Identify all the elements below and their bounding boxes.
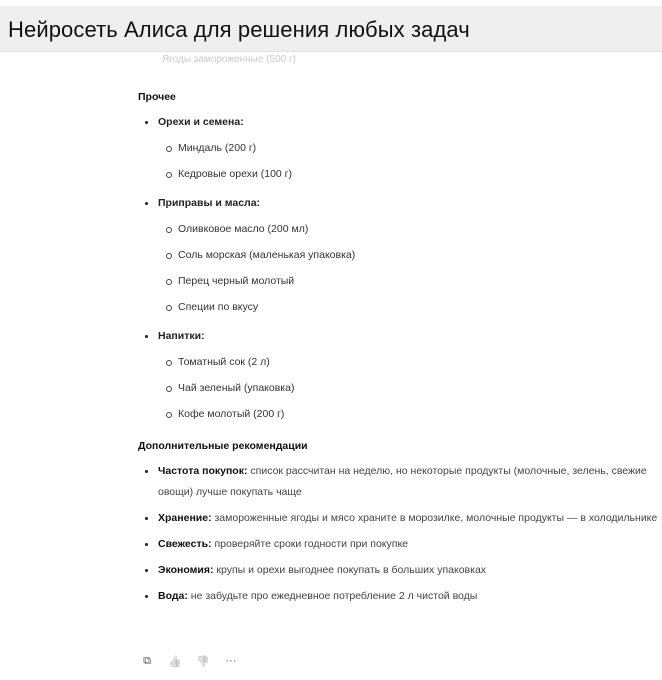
recommendation-label: Хранение: xyxy=(158,512,212,524)
category-group xyxy=(138,324,658,427)
message-content xyxy=(138,90,658,612)
recommendation-label: Экономия: xyxy=(158,564,214,576)
list-item: Оливковое масло (200 мл) xyxy=(158,216,658,242)
category-label: Напитки: xyxy=(158,330,205,342)
recommendation-text: проверяйте сроки годности при покупке xyxy=(211,538,409,550)
category-group xyxy=(138,110,658,187)
recommendation-label: Вода: xyxy=(158,590,188,602)
category-group xyxy=(138,191,658,320)
category-label: Приправы и масла: xyxy=(158,197,261,209)
page-title: Нейросеть Алиса для решения любых задач xyxy=(8,17,470,42)
list-item: Кофе молотый (200 г) xyxy=(158,401,658,427)
faded-list-item: Ягоды замороженные (500 г) xyxy=(162,54,296,65)
recommendation-item xyxy=(138,586,658,607)
list-item: Соль морская (маленькая упаковка) xyxy=(158,242,658,268)
recommendation-text: замороженные ягоды и мясо храните в морозилке, молочные продукты — в холодильнике xyxy=(211,512,658,524)
item-list xyxy=(158,216,658,320)
recommendation-text: крупы и орехи выгоднее покупать в больших упаковках xyxy=(213,564,487,576)
message-actions xyxy=(140,655,238,668)
section-title-recommendations: Дополнительные рекомендации xyxy=(138,440,308,452)
list-item: Миндаль (200 г) xyxy=(158,135,658,161)
thumbs-up-icon[interactable]: 👍 xyxy=(168,656,182,668)
thumbs-down-icon[interactable]: 👎 xyxy=(196,656,210,668)
copy-icon[interactable]: ⧉ xyxy=(143,655,151,667)
list-item: Томатный сок (2 л) xyxy=(158,349,658,375)
list-item: Перец черный молотый xyxy=(158,268,658,294)
more-icon[interactable]: ··· xyxy=(225,655,237,667)
recommendation-text: список рассчитан на неделю, но некоторые продукты (молочные, зелень, свежие овощи) лучше покупать чаще xyxy=(158,465,647,498)
category-label: Орехи и семена: xyxy=(158,116,244,128)
recommendation-item xyxy=(138,534,658,555)
recommendation-item xyxy=(138,560,658,581)
recommendation-label: Частота покупок: xyxy=(158,465,248,477)
item-list xyxy=(158,349,658,427)
list-item: Чай зеленый (упаковка) xyxy=(158,375,658,401)
page-header xyxy=(0,6,662,52)
recommendation-text: не забудьте про ежедневное потребление 2 л чистой воды xyxy=(187,590,478,602)
recommendation-label: Свежесть: xyxy=(158,538,212,550)
list-item: Специи по вкусу xyxy=(158,294,658,320)
item-list xyxy=(158,135,658,187)
list-item: Кедровые орехи (100 г) xyxy=(158,161,658,187)
recommendation-item xyxy=(138,508,658,529)
section-title-other: Прочее xyxy=(138,91,176,103)
recommendation-item xyxy=(138,461,658,503)
